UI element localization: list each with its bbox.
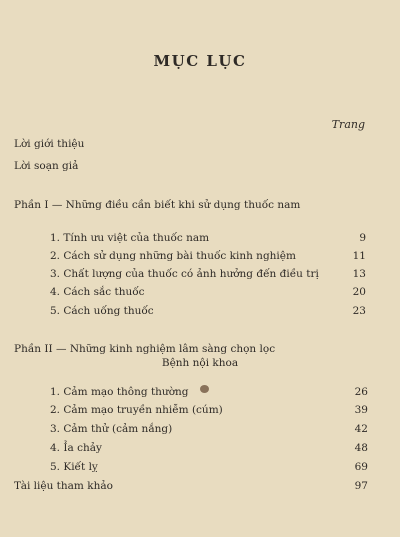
ink-blot: [200, 385, 209, 393]
toc-entry: [50, 461, 368, 473]
page-column-header: Trang: [331, 118, 365, 131]
entry-label: 2. Cách sử dụng những bài thuốc kinh nghiệm: [50, 250, 296, 262]
page-title: MỤC LỤC: [153, 52, 247, 70]
toc-entry: [50, 386, 368, 398]
toc-entry: [50, 442, 368, 454]
entry-page: 9: [359, 232, 366, 244]
entry-page: 26: [354, 386, 368, 398]
toc-entry: [50, 250, 366, 262]
toc-entry-references: [14, 480, 368, 492]
part1-heading: Phần I — Những điều cần biết khi sử dụng thuốc nam: [14, 199, 301, 211]
toc-entry: [50, 286, 366, 298]
entry-page: 48: [354, 442, 368, 454]
entry-page: 13: [352, 268, 366, 280]
entry-page: 69: [354, 461, 368, 473]
entry-label: 2. Cảm mạo truyền nhiễm (cúm): [50, 404, 223, 416]
entry-label: 3. Cảm thử (cảm nắng): [50, 423, 173, 435]
entry-label: 5. Kiết lỵ: [50, 461, 98, 473]
entry-page: 20: [352, 286, 366, 298]
entry-page: 97: [354, 480, 368, 492]
toc-entry: [50, 404, 368, 416]
intro-item: Lời soạn giả: [14, 160, 79, 172]
entry-label: 5. Cách uống thuốc: [50, 305, 154, 317]
entry-page: 23: [352, 305, 366, 317]
entry-label: 4. Ỉa chảy: [50, 442, 102, 454]
toc-entry: [50, 232, 366, 244]
entry-page: 42: [354, 423, 368, 435]
entry-label: 1. Tính ưu việt của thuốc nam: [50, 232, 210, 244]
entry-page: 39: [354, 404, 368, 416]
entry-label: 1. Cảm mạo thông thường: [50, 386, 189, 398]
part2-heading: Phần II — Những kinh nghiệm lâm sàng chọn lọc: [14, 343, 276, 355]
entry-label: 3. Chất lượng của thuốc có ảnh hưởng đến điều trị: [50, 268, 319, 280]
entry-label: Tài liệu tham khảo: [14, 480, 113, 492]
entry-label: 4. Cách sắc thuốc: [50, 286, 145, 298]
toc-entry: [50, 423, 368, 435]
toc-entry: [50, 305, 366, 317]
entry-page: 11: [352, 250, 366, 262]
part2-subheading: Bệnh nội khoa: [161, 357, 239, 369]
intro-item: Lời giới thiệu: [14, 138, 85, 150]
toc-entry: [50, 268, 366, 280]
